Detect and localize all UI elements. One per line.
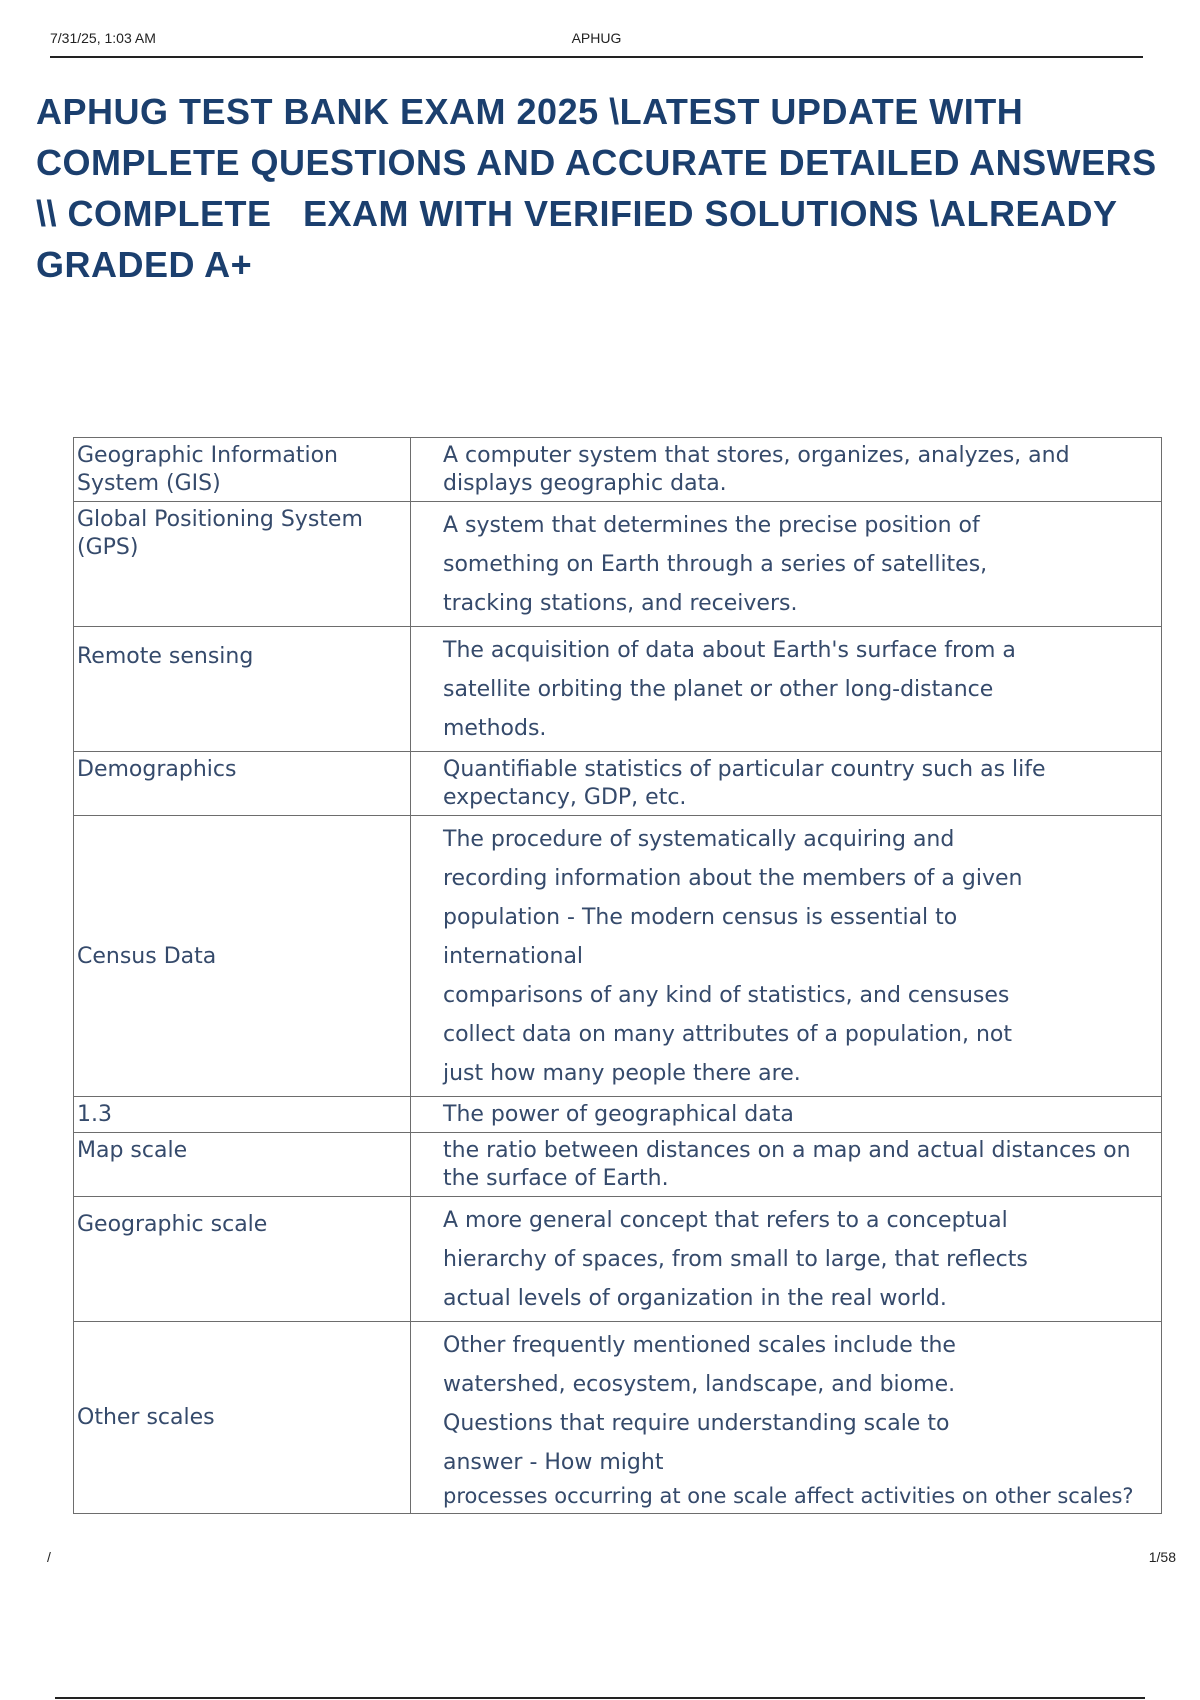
document-title: APHUG TEST BANK EXAM 2025 \LATEST UPDATE WITH COMPLETE QUESTIONS AND ACCURATE DETAILED ANSWERS \\ COMPLETE EXAM WITH VERIFIED SOLUTIONS \ALREADY GRADED A+ — [36, 91, 1168, 285]
definition-cell — [411, 1133, 1162, 1197]
table-row — [74, 1197, 1162, 1322]
page-number: 1/58 — [1148, 1549, 1176, 1565]
table-row — [74, 627, 1162, 752]
term-cell: Global Positioning System (GPS) — [74, 502, 411, 627]
term-cell: Census Data — [74, 816, 411, 1097]
flashcard-table — [73, 437, 1162, 1514]
term-cell: Other scales — [74, 1322, 411, 1514]
definition-line: processes occurring at one scale affect activities on other scales? — [443, 1484, 1134, 1508]
definition-line: The procedure of systematically acquiring and — [443, 827, 955, 852]
definition-line: methods. — [443, 716, 547, 741]
table-row — [74, 502, 1162, 627]
definition-line: Quantifiable statistics of particular country such as life expectancy, GDP, etc. — [443, 757, 1046, 810]
definition-line: something on Earth through a series of satellites, — [443, 552, 988, 577]
term-cell: Remote sensing — [74, 627, 411, 752]
definition-line: satellite orbiting the planet or other long-distance — [443, 677, 994, 702]
definition-line: watershed, ecosystem, landscape, and biome. — [443, 1372, 956, 1397]
definition-line: tracking stations, and receivers. — [443, 591, 798, 616]
definition-line: the ratio between distances on a map and actual distances on the surface of Earth. — [443, 1138, 1131, 1191]
table-row — [74, 438, 1162, 502]
definition-line: population - The modern census is essential to — [443, 905, 958, 930]
definition-line: answer - How might — [443, 1450, 664, 1475]
table-row — [74, 752, 1162, 816]
definition-line: international — [443, 944, 584, 969]
definition-line: A system that determines the precise position of — [443, 513, 980, 538]
definition-cell — [411, 1197, 1162, 1322]
definition-line: Questions that require understanding scale to — [443, 1411, 950, 1436]
definition-line: The acquisition of data about Earth's surface from a — [443, 638, 1016, 663]
term-cell: Map scale — [74, 1133, 411, 1197]
definition-cell — [411, 816, 1162, 1097]
definition-cell — [411, 1097, 1162, 1133]
term-cell: Demographics — [74, 752, 411, 816]
definition-line: collect data on many attributes of a population, not — [443, 1022, 1013, 1047]
definition-line: A computer system that stores, organizes, analyzes, and displays geographic data. — [443, 443, 1070, 496]
definition-line: just how many people there are. — [443, 1061, 801, 1086]
table-row — [74, 816, 1162, 1097]
definition-line: Other frequently mentioned scales include the — [443, 1333, 956, 1358]
footer-url: / — [47, 1549, 51, 1565]
definition-cell — [411, 627, 1162, 752]
print-header — [50, 28, 1143, 58]
definition-line: hierarchy of spaces, from small to large, that reflects — [443, 1247, 1028, 1272]
definition-line: A more general concept that refers to a conceptual — [443, 1208, 1008, 1233]
term-cell: 1.3 — [74, 1097, 411, 1133]
definition-cell — [411, 752, 1162, 816]
bottom-divider — [55, 1697, 1145, 1699]
definition-cell — [411, 1322, 1162, 1514]
print-title: APHUG — [571, 30, 622, 46]
definition-cell — [411, 438, 1162, 502]
table-row — [74, 1097, 1162, 1133]
table-row — [74, 1133, 1162, 1197]
definition-line: comparisons of any kind of statistics, and censuses — [443, 983, 1010, 1008]
definition-line: The power of geographical data — [443, 1102, 794, 1127]
term-cell: Geographic scale — [74, 1197, 411, 1322]
definition-line: actual levels of organization in the real world. — [443, 1286, 947, 1311]
definition-cell — [411, 502, 1162, 627]
print-date: 7/31/25, 1:03 AM — [50, 30, 156, 46]
table-row — [74, 1322, 1162, 1514]
definition-line: recording information about the members of a given — [443, 866, 1023, 891]
term-cell: Geographic Information System (GIS) — [74, 438, 411, 502]
